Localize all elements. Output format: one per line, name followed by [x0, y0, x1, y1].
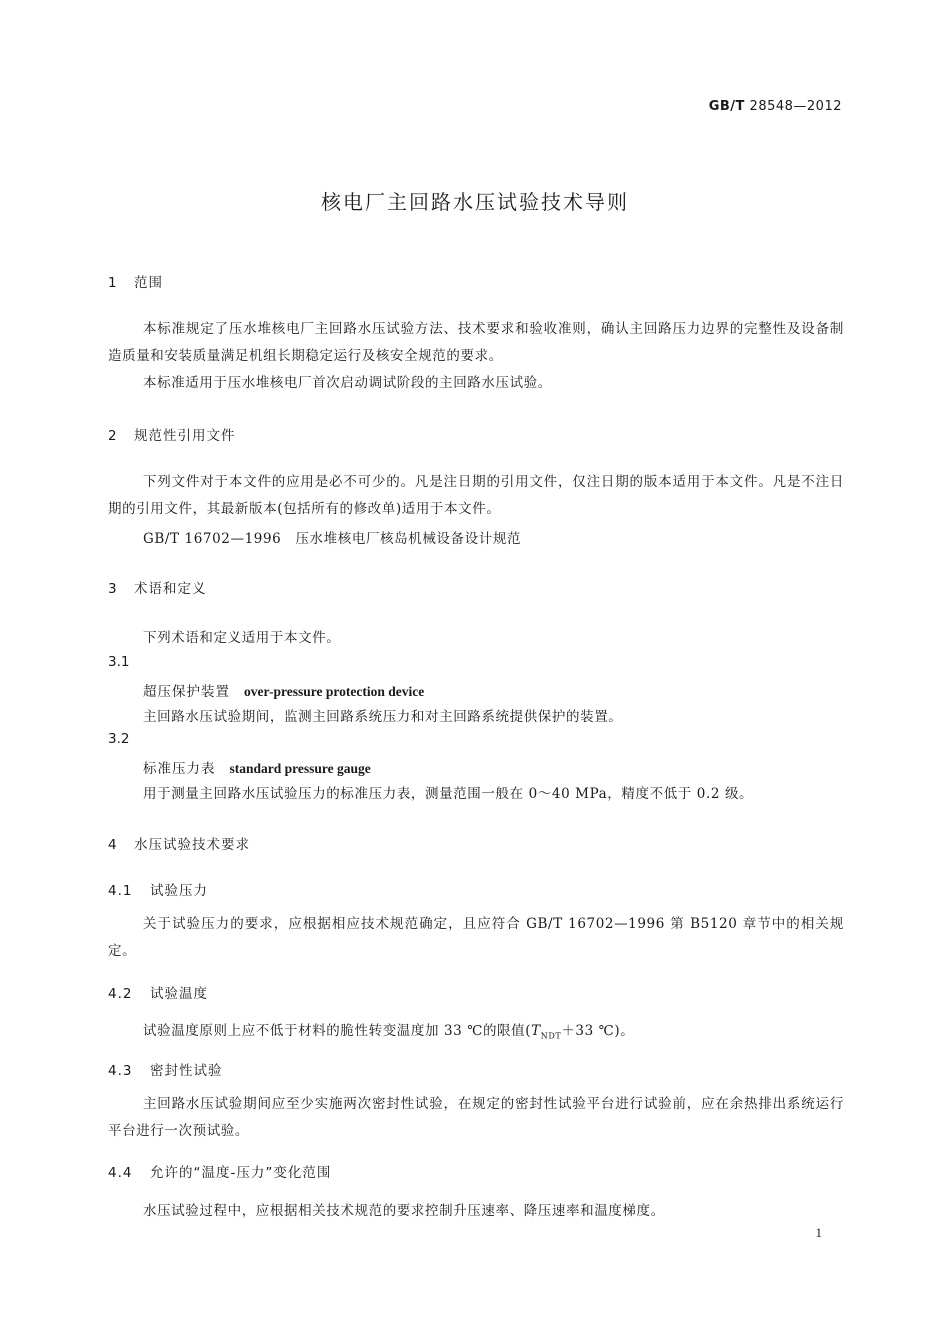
normative-reference: GB/T 16702—1996 压水堆核电厂核岛机械设备设计规范	[143, 531, 522, 547]
section-4-3-heading	[108, 1059, 223, 1079]
section-title: 范围	[134, 275, 163, 291]
section-4-2-paragraph	[143, 1019, 634, 1041]
section-2-paragraph-1: 下列文件对于本文件的应用是必不可少的。凡是注日期的引用文件，仅注日期的版本适用于本文件。凡是不注日期的引用文件，其最新版本(包括所有的修改单)适用于本文件。	[108, 474, 844, 517]
term-3-2-definition: 用于测量主回路水压试验压力的标准压力表，测量范围一般在 0～40 MPa，精度不低于 0.2 级。	[143, 786, 754, 802]
section-4-2-heading	[108, 982, 208, 1002]
term-zh: 标准压力表	[143, 761, 216, 777]
variable-subscript: NDT	[540, 1031, 562, 1041]
standard-prefix: GB/T	[708, 99, 745, 114]
section-4-heading	[108, 833, 250, 853]
section-title: 规范性引用文件	[134, 428, 236, 444]
standard-number	[709, 99, 842, 114]
subsection-number: 4.3	[108, 1063, 133, 1079]
paragraph-text-a: 试验温度原则上应不低于材料的脆性转变温度加 33 ℃的限值(	[143, 1023, 532, 1039]
term-3-1-number: 3.1	[108, 654, 130, 670]
document-title: 核电厂主回路水压试验技术导则	[321, 190, 629, 214]
section-number: 4	[108, 837, 118, 853]
section-1-heading	[108, 271, 163, 291]
term-3-1	[143, 680, 424, 700]
section-2-heading	[108, 424, 236, 444]
section-number: 3	[108, 581, 118, 597]
subsection-number: 4.4	[108, 1165, 133, 1181]
variable-t: T	[531, 1023, 541, 1039]
subsection-title: 试验压力	[150, 883, 208, 899]
section-4-1-heading	[108, 879, 208, 899]
section-title: 术语和定义	[134, 581, 207, 597]
term-3-2	[143, 757, 371, 777]
page-number: 1	[815, 1225, 822, 1240]
section-4-1-paragraph: 关于试验压力的要求，应根据相应技术规范确定，且应符合 GB/T 16702—1996 第 B5120 章节中的相关规定。	[108, 916, 844, 959]
term-en: standard pressure gauge	[229, 761, 371, 776]
term-zh: 超压保护装置	[143, 684, 230, 700]
subsection-number: 4.1	[108, 883, 133, 899]
term-en: over-pressure protection device	[244, 684, 425, 699]
subsection-title: 允许的“温度-压力”变化范围	[150, 1165, 332, 1181]
section-1-paragraph-1: 本标准规定了压水堆核电厂主回路水压试验方法、技术要求和验收准则，确认主回路压力边界的完整性及设备制造质量和安装质量满足机组长期稳定运行及核安全规范的要求。	[108, 321, 844, 364]
section-3-heading	[108, 577, 207, 597]
section-number: 1	[108, 275, 118, 291]
section-4-4-heading	[108, 1161, 331, 1181]
subsection-title: 密封性试验	[150, 1063, 223, 1079]
term-3-2-number: 3.2	[108, 731, 130, 747]
section-1-paragraph-2: 本标准适用于压水堆核电厂首次启动调试阶段的主回路水压试验。	[143, 375, 552, 391]
section-4-4-paragraph: 水压试验过程中，应根据相关技术规范的要求控制升压速率、降压速率和温度梯度。	[143, 1203, 665, 1219]
subsection-number: 4.2	[108, 986, 133, 1002]
section-3-intro: 下列术语和定义适用于本文件。	[143, 630, 341, 646]
term-3-1-definition: 主回路水压试验期间，监测主回路系统压力和对主回路系统提供保护的装置。	[143, 709, 623, 725]
section-number: 2	[108, 428, 118, 444]
standard-code: 28548—2012	[749, 99, 842, 114]
section-4-3-paragraph: 主回路水压试验期间应至少实施两次密封性试验，在规定的密封性试验平台进行试验前，应在余热排出系统运行平台进行一次预试验。	[108, 1096, 844, 1139]
paragraph-text-b: ＋33 ℃)。	[561, 1023, 635, 1039]
section-title: 水压试验技术要求	[134, 837, 250, 853]
subsection-title: 试验温度	[150, 986, 208, 1002]
